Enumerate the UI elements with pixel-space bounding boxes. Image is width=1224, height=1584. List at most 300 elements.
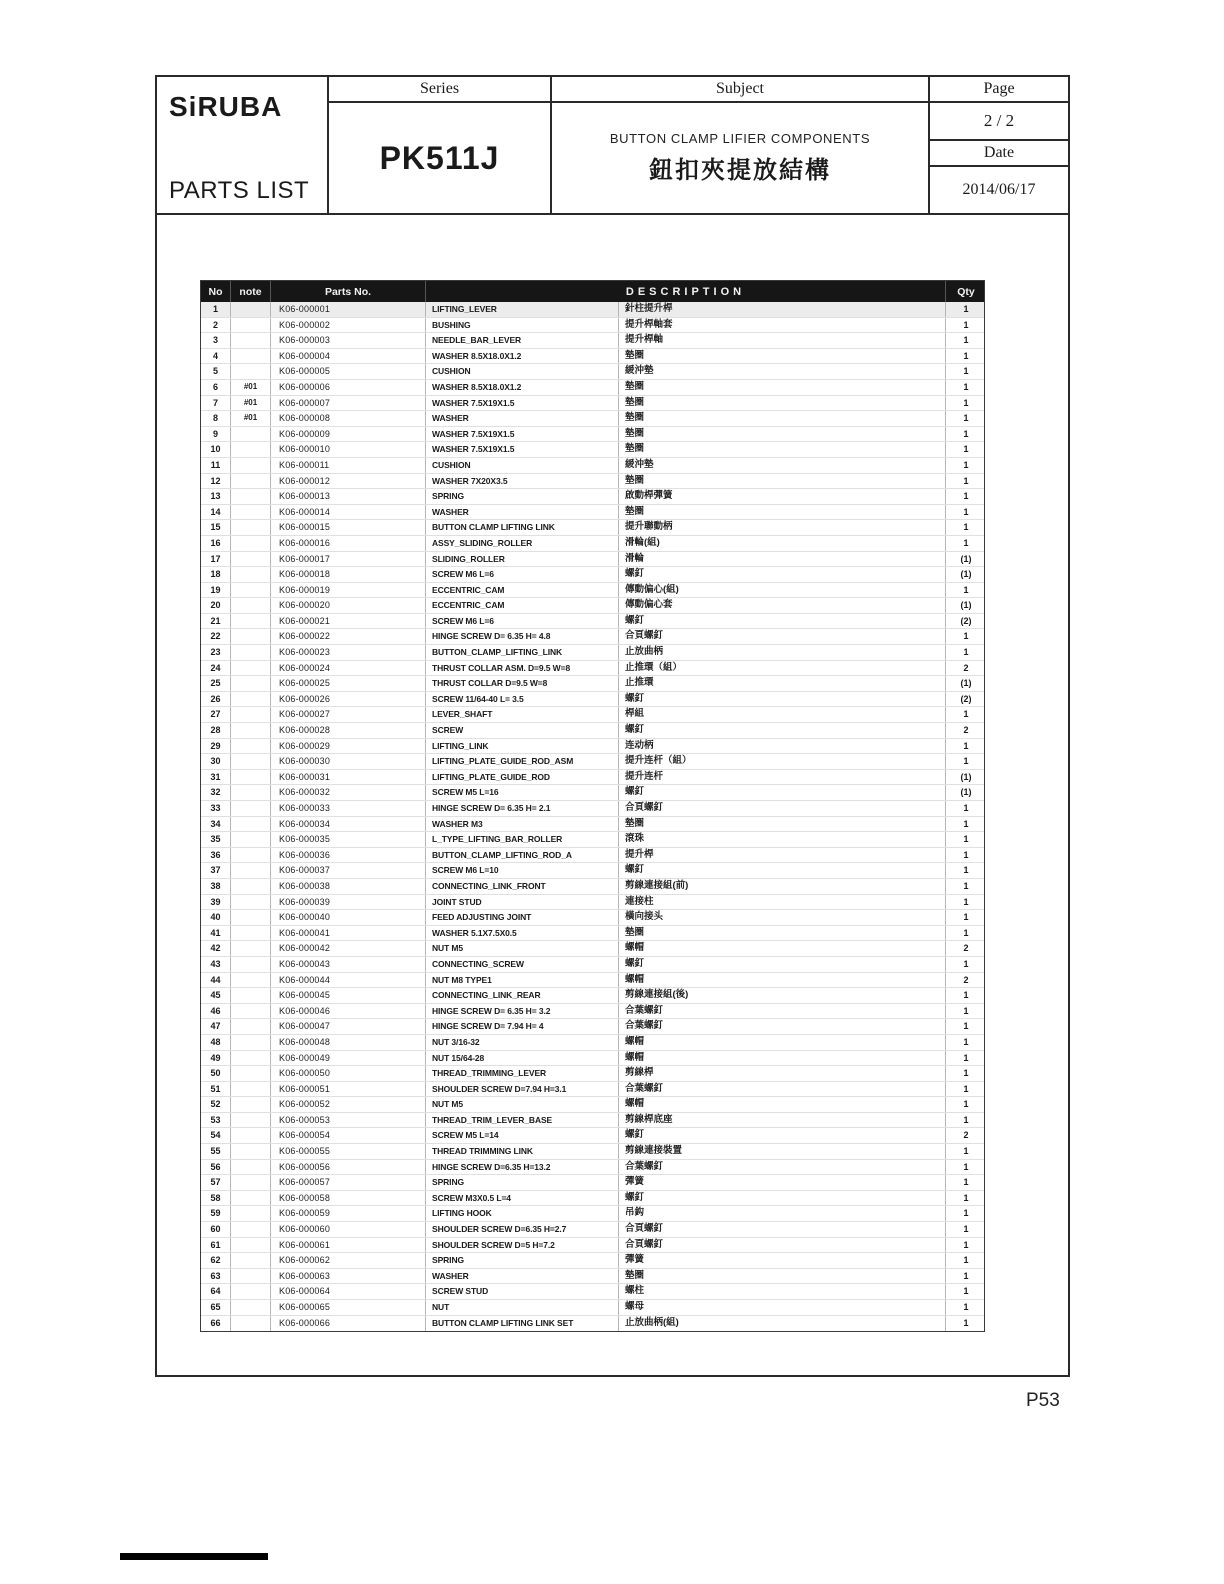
row-description-zh: 连动柄: [619, 739, 946, 754]
row-qty: 2: [963, 974, 969, 985]
row-no: 8: [201, 411, 231, 426]
row-description-zh: 螺母: [619, 1300, 946, 1315]
row-no: 66: [201, 1316, 231, 1332]
table-row: [201, 1019, 984, 1035]
row-description-zh: 螺釘: [619, 723, 946, 738]
row-description-en: CUSHION: [426, 458, 619, 473]
row-description-en: SCREW STUD: [426, 1284, 619, 1299]
table-row: [201, 333, 984, 349]
row-part-no: K06-000059: [271, 1206, 426, 1221]
row-no: 19: [201, 583, 231, 598]
table-row: [201, 614, 984, 630]
row-no: 57: [201, 1175, 231, 1190]
row-qty: 1: [963, 537, 969, 548]
row-no: 55: [201, 1144, 231, 1159]
row-description-en: THREAD_TRIMMING_LEVER: [426, 1066, 619, 1081]
table-row: [201, 427, 984, 443]
row-no: 2: [201, 318, 231, 333]
table-row: [201, 1284, 984, 1300]
row-no: 3: [201, 333, 231, 348]
row-qty: 1: [963, 444, 969, 455]
document-header: [157, 77, 1068, 215]
row-qty: 1: [963, 912, 969, 923]
table-row: [201, 474, 984, 490]
table-row: [201, 1113, 984, 1129]
row-part-no: K06-000046: [271, 1004, 426, 1019]
table-row: [201, 801, 984, 817]
table-row: [201, 536, 984, 552]
row-no: 26: [201, 692, 231, 707]
row-no: 32: [201, 785, 231, 800]
row-note: [231, 739, 271, 754]
row-description-zh: 螺釘: [619, 863, 946, 878]
row-part-no: K06-000026: [271, 692, 426, 707]
row-description-zh: 提升连杆: [619, 770, 946, 785]
row-no: 45: [201, 988, 231, 1003]
row-description-zh: 螺釘: [619, 785, 946, 800]
row-part-no: K06-000009: [271, 427, 426, 442]
row-qty: 1: [963, 1099, 969, 1110]
row-qty: 1: [963, 1083, 969, 1094]
row-qty: 2: [963, 725, 969, 736]
row-no: 54: [201, 1128, 231, 1143]
table-row: [201, 1300, 984, 1316]
row-description-en: HINGE SCREW D= 6.35 H= 3.2: [426, 1004, 619, 1019]
row-description-en: HINGE SCREW D= 7.94 H= 4: [426, 1019, 619, 1034]
row-qty: 1: [963, 896, 969, 907]
series-label: Series: [329, 77, 550, 103]
footer-page-number: P53: [1026, 1390, 1060, 1411]
table-row: [201, 1004, 984, 1020]
row-no: 41: [201, 926, 231, 941]
row-no: 14: [201, 505, 231, 520]
row-no: 25: [201, 676, 231, 691]
row-part-no: K06-000018: [271, 567, 426, 582]
row-part-no: K06-000017: [271, 552, 426, 567]
row-description-en: HINGE SCREW D= 6.35 H= 2.1: [426, 801, 619, 816]
row-description-en: SHOULDER SCREW D=5 H=7.2: [426, 1238, 619, 1253]
row-description-en: WASHER: [426, 411, 619, 426]
row-note: [231, 1206, 271, 1221]
row-qty: 2: [963, 1130, 969, 1141]
row-part-no: K06-000029: [271, 739, 426, 754]
row-description-en: SCREW M6 L=6: [426, 614, 619, 629]
row-qty: 1: [963, 865, 969, 876]
row-description-zh: 墊圈: [619, 349, 946, 364]
table-row: [201, 910, 984, 926]
row-qty: 1: [963, 849, 969, 860]
row-description-zh: 墊圈: [619, 926, 946, 941]
table-row: [201, 1238, 984, 1254]
row-part-no: K06-000041: [271, 926, 426, 941]
row-qty: 1: [963, 1270, 969, 1281]
row-no: 58: [201, 1191, 231, 1206]
table-row: [201, 458, 984, 474]
row-note: [231, 863, 271, 878]
table-row: [201, 1206, 984, 1222]
row-qty: (1): [960, 600, 972, 611]
row-description-zh: 剪線連接組(後): [619, 988, 946, 1003]
row-part-no: K06-000013: [271, 489, 426, 504]
row-note: [231, 1035, 271, 1050]
row-part-no: K06-000007: [271, 396, 426, 411]
row-qty: 1: [963, 740, 969, 751]
row-note: [231, 1128, 271, 1143]
row-no: 61: [201, 1238, 231, 1253]
row-no: 63: [201, 1269, 231, 1284]
col-header-qty: Qty: [957, 285, 975, 298]
row-description-zh: 剪線桿: [619, 1066, 946, 1081]
row-no: 46: [201, 1004, 231, 1019]
parts-list-title: PARTS LIST: [169, 177, 310, 204]
row-note: [231, 895, 271, 910]
table-row: [201, 567, 984, 583]
row-description-en: LIFTING_PLATE_GUIDE_ROD: [426, 770, 619, 785]
row-note: [231, 349, 271, 364]
row-description-en: CONNECTING_LINK_FRONT: [426, 879, 619, 894]
row-qty: 1: [963, 1208, 969, 1219]
row-description-zh: 提升聯動柄: [619, 520, 946, 535]
row-note: [231, 785, 271, 800]
row-qty: 1: [963, 1192, 969, 1203]
row-part-no: K06-000063: [271, 1269, 426, 1284]
row-description-zh: 緩沖墊: [619, 364, 946, 379]
row-note: [231, 661, 271, 676]
row-note: #01: [231, 396, 271, 411]
row-description-en: NUT 15/64-28: [426, 1051, 619, 1066]
row-description-zh: 螺釘: [619, 957, 946, 972]
row-description-en: WASHER: [426, 505, 619, 520]
row-no: 30: [201, 754, 231, 769]
row-description-en: SPRING: [426, 489, 619, 504]
row-part-no: K06-000057: [271, 1175, 426, 1190]
row-no: 36: [201, 848, 231, 863]
row-part-no: K06-000016: [271, 536, 426, 551]
row-description-zh: 桿組: [619, 707, 946, 722]
row-part-no: K06-000054: [271, 1128, 426, 1143]
row-qty: 1: [963, 1302, 969, 1312]
table-row: [201, 723, 984, 739]
row-part-no: K06-000064: [271, 1284, 426, 1299]
row-qty: (1): [960, 569, 972, 580]
row-qty: 1: [963, 1255, 969, 1266]
row-description-zh: 提升桿: [619, 848, 946, 863]
row-part-no: K06-000033: [271, 801, 426, 816]
row-qty: 1: [963, 1036, 969, 1047]
row-no: 56: [201, 1160, 231, 1175]
row-no: 16: [201, 536, 231, 551]
row-part-no: K06-000051: [271, 1082, 426, 1097]
row-description-zh: 螺帽: [619, 973, 946, 988]
table-row: [201, 583, 984, 599]
row-qty: 1: [963, 880, 969, 891]
row-note: [231, 567, 271, 582]
row-description-zh: 合頁螺釘: [619, 1238, 946, 1253]
row-no: 40: [201, 910, 231, 925]
row-no: 37: [201, 863, 231, 878]
row-part-no: K06-000012: [271, 474, 426, 489]
row-part-no: K06-000005: [271, 364, 426, 379]
row-qty: 1: [963, 803, 969, 813]
row-description-zh: 傳動偏心套: [619, 598, 946, 613]
row-note: [231, 1066, 271, 1081]
row-part-no: K06-000034: [271, 817, 426, 832]
row-note: [231, 1175, 271, 1190]
row-note: [231, 988, 271, 1003]
table-row: [201, 848, 984, 864]
row-description-en: BUTTON_CLAMP_LIFTING_ROD_A: [426, 848, 619, 863]
row-no: 34: [201, 817, 231, 832]
row-part-no: K06-000039: [271, 895, 426, 910]
row-qty: 1: [963, 1161, 969, 1172]
row-part-no: K06-000040: [271, 910, 426, 925]
row-description-en: HINGE SCREW D= 6.35 H= 4.8: [426, 629, 619, 644]
parts-table-body: [201, 302, 984, 1331]
parts-list-document: [155, 75, 1070, 1377]
table-row: [201, 1051, 984, 1067]
row-description-en: LEVER_SHAFT: [426, 707, 619, 722]
table-row: [201, 957, 984, 973]
row-qty: 1: [963, 834, 969, 845]
subject-value: [552, 103, 928, 213]
row-part-no: K06-000048: [271, 1035, 426, 1050]
page-cell: [930, 77, 1068, 213]
row-note: [231, 552, 271, 567]
row-qty: 1: [963, 818, 969, 829]
table-row: [201, 411, 984, 427]
row-description-zh: 螺帽: [619, 1097, 946, 1112]
row-description-en: BUTTON CLAMP LIFTING LINK SET: [426, 1316, 619, 1332]
row-description-en: WASHER 8.5X18.0X1.2: [426, 349, 619, 364]
row-qty: 1: [963, 350, 969, 361]
row-note: [231, 614, 271, 629]
row-part-no: K06-000061: [271, 1238, 426, 1253]
row-description-zh: 螺釘: [619, 567, 946, 582]
row-part-no: K06-000024: [271, 661, 426, 676]
row-description-en: LIFTING_PLATE_GUIDE_ROD_ASM: [426, 754, 619, 769]
row-no: 21: [201, 614, 231, 629]
row-no: 60: [201, 1222, 231, 1237]
row-qty: 1: [963, 1021, 969, 1032]
row-no: 9: [201, 427, 231, 442]
table-row: [201, 817, 984, 833]
row-description-zh: 螺釘: [619, 1128, 946, 1143]
row-note: [231, 1097, 271, 1112]
table-row: [201, 1160, 984, 1176]
row-note: [231, 817, 271, 832]
table-row: [201, 629, 984, 645]
series-cell: [329, 77, 552, 213]
table-row: [201, 489, 984, 505]
row-description-zh: 墊圈: [619, 1269, 946, 1284]
table-row: [201, 1269, 984, 1285]
table-row: [201, 895, 984, 911]
row-note: #01: [231, 411, 271, 426]
row-description-en: NEEDLE_BAR_LEVER: [426, 333, 619, 348]
row-description-zh: 提升连杆（組）: [619, 754, 946, 769]
row-description-en: WASHER 7X20X3.5: [426, 474, 619, 489]
row-description-en: WASHER 7.5X19X1.5: [426, 396, 619, 411]
table-row: [201, 692, 984, 708]
row-note: [231, 941, 271, 956]
row-qty: (1): [960, 771, 972, 782]
row-description-zh: 螺柱: [619, 1284, 946, 1299]
row-description-en: NUT M5: [426, 941, 619, 956]
row-part-no: K06-000058: [271, 1191, 426, 1206]
row-no: 15: [201, 520, 231, 535]
row-part-no: K06-000028: [271, 723, 426, 738]
row-description-zh: 止放曲柄: [619, 645, 946, 660]
row-no: 51: [201, 1082, 231, 1097]
row-no: 43: [201, 957, 231, 972]
row-description-en: HINGE SCREW D=6.35 H=13.2: [426, 1160, 619, 1175]
row-qty: 1: [963, 990, 969, 1001]
row-no: 50: [201, 1066, 231, 1081]
row-description-zh: 墊圈: [619, 427, 946, 442]
row-description-en: WASHER 7.5X19X1.5: [426, 442, 619, 457]
table-row: [201, 1097, 984, 1113]
row-description-zh: 墊圈: [619, 474, 946, 489]
row-note: [231, 848, 271, 863]
row-description-zh: 緩沖墊: [619, 458, 946, 473]
row-description-zh: 合葉螺釘: [619, 1082, 946, 1097]
row-note: [231, 1082, 271, 1097]
row-part-no: K06-000043: [271, 957, 426, 972]
table-row: [201, 442, 984, 458]
table-row: [201, 1144, 984, 1160]
row-no: 13: [201, 489, 231, 504]
row-description-en: ECCENTRIC_CAM: [426, 583, 619, 598]
row-description-en: NUT M5: [426, 1097, 619, 1112]
row-description-en: SPRING: [426, 1175, 619, 1190]
row-part-no: K06-000006: [271, 380, 426, 395]
row-part-no: K06-000014: [271, 505, 426, 520]
row-note: [231, 458, 271, 473]
row-no: 64: [201, 1284, 231, 1299]
row-description-zh: 吊鈎: [619, 1206, 946, 1221]
row-description-en: BUSHING: [426, 318, 619, 333]
table-row: [201, 863, 984, 879]
date-label: Date: [930, 141, 1068, 167]
col-header-note: note: [231, 281, 271, 302]
row-description-zh: 剪線連接組(前): [619, 879, 946, 894]
row-note: [231, 1160, 271, 1175]
row-qty: 1: [963, 459, 969, 470]
row-description-en: SCREW M5 L=14: [426, 1128, 619, 1143]
row-no: 6: [201, 380, 231, 395]
table-row: [201, 1066, 984, 1082]
row-part-no: K06-000065: [271, 1300, 426, 1315]
row-description-zh: 墊圈: [619, 380, 946, 395]
row-note: [231, 333, 271, 348]
table-row: [201, 770, 984, 786]
row-qty: 1: [963, 304, 969, 314]
row-qty: 1: [963, 506, 969, 517]
row-note: [231, 910, 271, 925]
row-no: 7: [201, 396, 231, 411]
row-no: 59: [201, 1206, 231, 1221]
row-part-no: K06-000035: [271, 832, 426, 847]
row-no: 48: [201, 1035, 231, 1050]
row-no: 53: [201, 1113, 231, 1128]
row-qty: 1: [963, 1239, 969, 1250]
row-qty: 2: [963, 662, 969, 673]
row-part-no: K06-000010: [271, 442, 426, 457]
row-description-zh: 合葉螺釘: [619, 1004, 946, 1019]
row-no: 29: [201, 739, 231, 754]
row-qty: 1: [963, 1146, 969, 1157]
row-note: [231, 1019, 271, 1034]
row-description-zh: 滾珠: [619, 832, 946, 847]
series-value: PK511J: [379, 139, 500, 176]
page-label: Page: [930, 77, 1068, 103]
subject-english: BUTTON CLAMP LIFIER COMPONENTS: [609, 131, 871, 146]
row-no: 5: [201, 364, 231, 379]
row-description-en: SCREW 11/64-40 L= 3.5: [426, 692, 619, 707]
row-description-zh: 止推環: [619, 676, 946, 691]
row-part-no: K06-000022: [271, 629, 426, 644]
table-row: [201, 926, 984, 942]
table-row: [201, 832, 984, 848]
row-note: [231, 505, 271, 520]
table-row: [201, 520, 984, 536]
row-description-zh: 剪線桿底座: [619, 1113, 946, 1128]
row-note: [231, 957, 271, 972]
row-qty: 1: [963, 413, 969, 424]
row-qty: (1): [960, 553, 972, 564]
row-part-no: K06-000037: [271, 863, 426, 878]
col-header-parts-no: Parts No.: [271, 281, 426, 302]
table-row: [201, 598, 984, 614]
row-no: 31: [201, 770, 231, 785]
row-description-zh: 彈簧: [619, 1175, 946, 1190]
row-part-no: K06-000003: [271, 333, 426, 348]
row-note: [231, 1284, 271, 1299]
row-note: [231, 1222, 271, 1237]
row-description-zh: 螺帽: [619, 1051, 946, 1066]
row-qty: 1: [963, 491, 969, 502]
row-no: 62: [201, 1253, 231, 1268]
row-note: #01: [231, 380, 271, 395]
row-description-en: WASHER M3: [426, 817, 619, 832]
row-no: 27: [201, 707, 231, 722]
row-part-no: K06-000015: [271, 520, 426, 535]
row-note: [231, 302, 271, 317]
row-part-no: K06-000004: [271, 349, 426, 364]
row-qty: 1: [963, 1052, 969, 1063]
row-no: 20: [201, 598, 231, 613]
row-description-en: ECCENTRIC_CAM: [426, 598, 619, 613]
row-part-no: K06-000036: [271, 848, 426, 863]
row-description-en: SHOULDER SCREW D=6.35 H=2.7: [426, 1222, 619, 1237]
row-qty: (2): [960, 615, 972, 626]
row-qty: 1: [963, 958, 969, 969]
row-description-zh: 滑輪: [619, 552, 946, 567]
row-description-zh: 螺釘: [619, 692, 946, 707]
table-row: [201, 1253, 984, 1269]
table-row: [201, 707, 984, 723]
row-no: 52: [201, 1097, 231, 1112]
row-part-no: K06-000021: [271, 614, 426, 629]
row-no: 38: [201, 879, 231, 894]
row-note: [231, 489, 271, 504]
row-part-no: K06-000032: [271, 785, 426, 800]
parts-table: [200, 280, 985, 1332]
table-row: [201, 1222, 984, 1238]
row-description-zh: 螺帽: [619, 1035, 946, 1050]
row-qty: 1: [963, 631, 969, 642]
row-description-zh: 螺帽: [619, 941, 946, 956]
